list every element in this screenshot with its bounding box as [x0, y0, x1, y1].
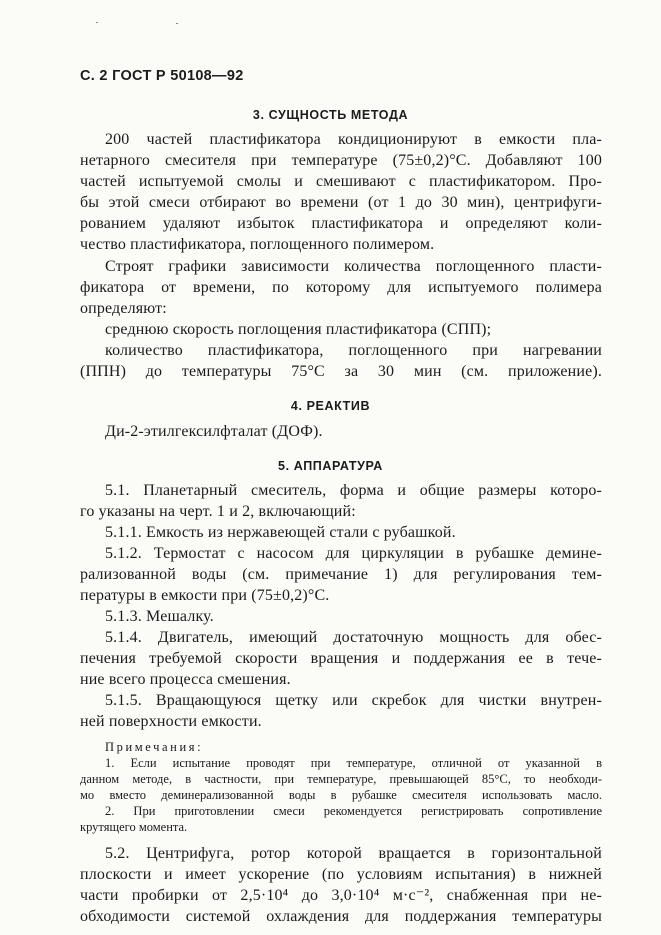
text-line: 5.1.4. Двигатель, имеющий достаточную мощность для обес-	[105, 629, 602, 646]
page-header: С. 2 ГОСТ Р 50108—92	[80, 68, 244, 84]
notes-title: Примечания:	[105, 740, 204, 754]
text-line: плоскости и имеет ускорение (по условиям испытания) в нижней	[80, 866, 602, 883]
section-5-title: 5. АППАРАТУРА	[278, 459, 383, 473]
note-line: мо вместо деминерализованной воды в рубашке смесителя использовать масло.	[80, 788, 602, 802]
text-line: рализованной воды (см. примечание 1) для регулирования тем-	[80, 566, 602, 583]
text-line: среднюю скорость поглощения пластификатора (СПП);	[105, 321, 492, 338]
text-line: ней поверхности емкости.	[80, 713, 262, 730]
text-line: частей испытуемой смолы и смешивают с пластификатором. Про-	[80, 173, 602, 190]
text-line: 5.1.1. Емкость из нержавеющей стали с рубашкой.	[105, 524, 456, 541]
scan-speck	[176, 23, 178, 24]
note-line: данном методе, в частности, при температуре, превышающей 85°С, то необходи-	[80, 772, 602, 786]
text-line: Строят графики зависимости количества поглощенного пласти-	[105, 258, 602, 275]
section-3-title: 3. СУЩНОСТЬ МЕТОДА	[252, 108, 409, 122]
scan-speck	[96, 22, 98, 23]
text-line: рованием удаляют избыток пластификатора и определяют коли-	[80, 215, 602, 232]
text-line: нетарного смесителя при температуре (75±0,2)°С. Добавляют 100	[80, 152, 602, 169]
note-line: крутящего момента.	[80, 820, 188, 834]
note-line: 1. Если испытание проводят при температуре, отличной от указанной в	[105, 756, 602, 770]
text-line: 200 частей пластификатора кондиционируют в емкости пла-	[105, 131, 602, 148]
text-line: бы этой смеси отбирают во времени (от 1 до 30 мин), центрифуги-	[80, 194, 602, 211]
text-line: Ди-2-этилгексилфталат (ДОФ).	[105, 423, 323, 440]
text-line: 5.2. Центрифуга, ротор которой вращается в горизонтальной	[105, 845, 602, 862]
text-line: ние всего процесса смешения.	[80, 671, 291, 688]
text-line: части пробирки от 2,5·10⁴ до 3,0·10⁴ м·с⁻², снабженная при не-	[80, 887, 602, 904]
text-line: 5.1. Планетарный смеситель, форма и общие размеры которо-	[105, 482, 602, 499]
section-4-title: 4. РЕАКТИВ	[290, 399, 371, 413]
text-line: чество пластификатора, поглощенного полимером.	[80, 236, 435, 253]
text-line: 5.1.2. Термостат с насосом для циркуляции в рубашке демине-	[105, 545, 602, 562]
text-line: пературы в емкости при (75±0,2)°С.	[80, 587, 330, 604]
text-line: го указаны на черт. 1 и 2, включающий:	[80, 503, 356, 520]
note-line: 2. При приготовлении смеси рекомендуется регистрировать сопротивление	[105, 804, 602, 818]
text-line: количество пластификатора, поглощенного при нагревании	[105, 342, 602, 359]
text-line: определяют:	[80, 300, 167, 317]
text-line: обходимости системой охлаждения для поддержания температуры	[80, 908, 602, 925]
text-line: (ППН) до температуры 75°С за 30 мин (см. приложение).	[80, 363, 602, 380]
text-line: 5.1.5. Вращающуюся щетку или скребок для чистки внутрен-	[105, 692, 602, 709]
text-line: печения требуемой скорости вращения и поддержания ее в тече-	[80, 650, 602, 667]
text-line: 5.1.3. Мешалку.	[105, 608, 214, 625]
text-line: фикатора от времени, по которому для испытуемого полимера	[80, 279, 602, 296]
